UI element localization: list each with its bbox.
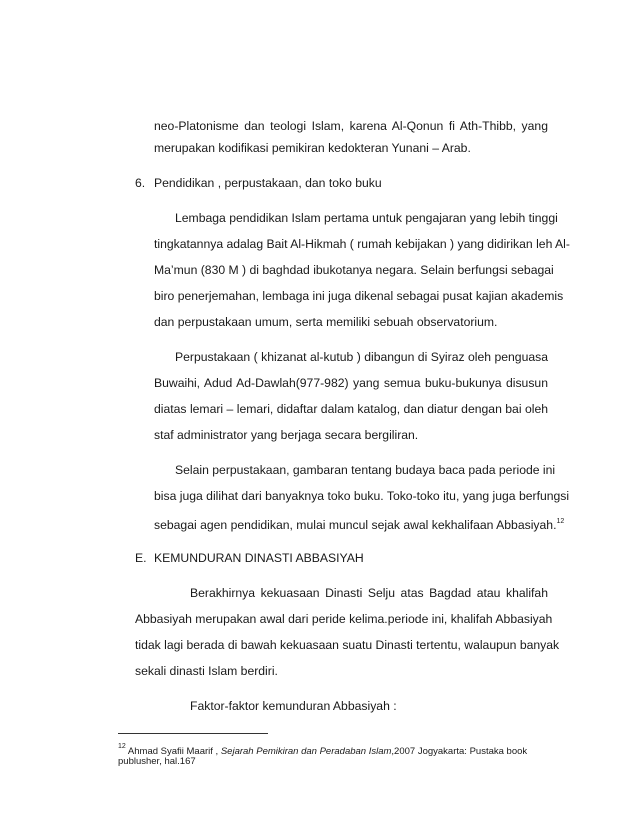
paragraph-line: staf administrator yang berjaga secara bergiliran. (154, 428, 419, 442)
paragraph-line: dan perpustakaan umum, serta memiliki sebuah observatorium. (154, 315, 498, 329)
paragraph-line: tidak lagi berada di bawah kekuasaan suatu Dinasti tertentu, walaupun banyak (135, 638, 560, 652)
list-number: 6. (135, 176, 146, 190)
paragraph-line: tingkatannya adalag Bait Al-Hikmah ( rumah kebijakan ) yang didirikan leh Al- (154, 237, 570, 251)
paragraph-line: Perpustakaan ( khizanat al-kutub ) dibangun di Syiraz oleh penguasa (175, 350, 548, 364)
footnote-author: Ahmad Syafii Maarif , (125, 746, 221, 757)
paragraph-line: Abbasiyah merupakan awal dari peride kelima.periode ini, khalifah Abbasiyah (135, 612, 553, 626)
list-heading: Pendidikan , perpustakaan, dan toko buku (154, 176, 382, 190)
paragraph-line: Ma’mun (830 M ) di baghdad ibukotanya negara. Selain berfungsi sebagai (154, 263, 554, 277)
footnote-publication: ,2007 Jogyakarta: Pustaka book (391, 746, 528, 757)
footnote-title: Sejarah Pemikiran dan Peradaban Islam (220, 746, 392, 757)
section-heading: KEMUNDURAN DINASTI ABBASIYAH (154, 551, 364, 565)
paragraph-line: sekali dinasti Islam berdiri. (135, 664, 278, 678)
footnote-number: 12 (118, 743, 126, 750)
paragraph-line: Selain perpustakaan, gambaran tentang budaya baca pada periode ini (175, 463, 556, 477)
paragraph-line (154, 514, 564, 533)
paragraph-line: merupakan kodifikasi pemikiran kedokteran Yunani – Arab. (154, 141, 471, 155)
paragraph-line: Berakhirnya kekuasaan Dinasti Selju atas Bagdad atau khalifah (190, 586, 548, 600)
footnote-separator (118, 733, 268, 734)
paragraph-line: Faktor-faktor kemunduran Abbasiyah : (190, 699, 397, 713)
paragraph-line: neo-Platonisme dan teologi Islam, karena Al-Qonun fi Ath-Thibb, yang (154, 119, 548, 133)
paragraph-line: biro penerjemahan, lembaga ini juga dikenal sebagai pusat kajian akademis (154, 289, 564, 303)
paragraph-line: diatas lemari – lemari, didaftar dalam katalog, dan diatur dengan bai oleh (154, 402, 548, 416)
paragraph-line: bisa juga dilihat dari banyaknya toko buku. Toko-toko itu, yang juga berfungsi (154, 489, 570, 503)
paragraph-line: Lembaga pendidikan Islam pertama untuk pengajaran yang lebih tinggi (175, 211, 558, 225)
paragraph-line: Buwaihi, Adud Ad-Dawlah(977-982) yang semua buku-bukunya disusun (154, 376, 548, 390)
section-label: E. (135, 551, 147, 565)
footnote-reference[interactable]: 12 (556, 518, 565, 525)
paragraph-text: sebagai agen pendidikan, mulai muncul sejak awal kekhalifaan Abbasiyah. (154, 518, 557, 532)
footnote-line: publusher, hal.167 (118, 756, 196, 767)
